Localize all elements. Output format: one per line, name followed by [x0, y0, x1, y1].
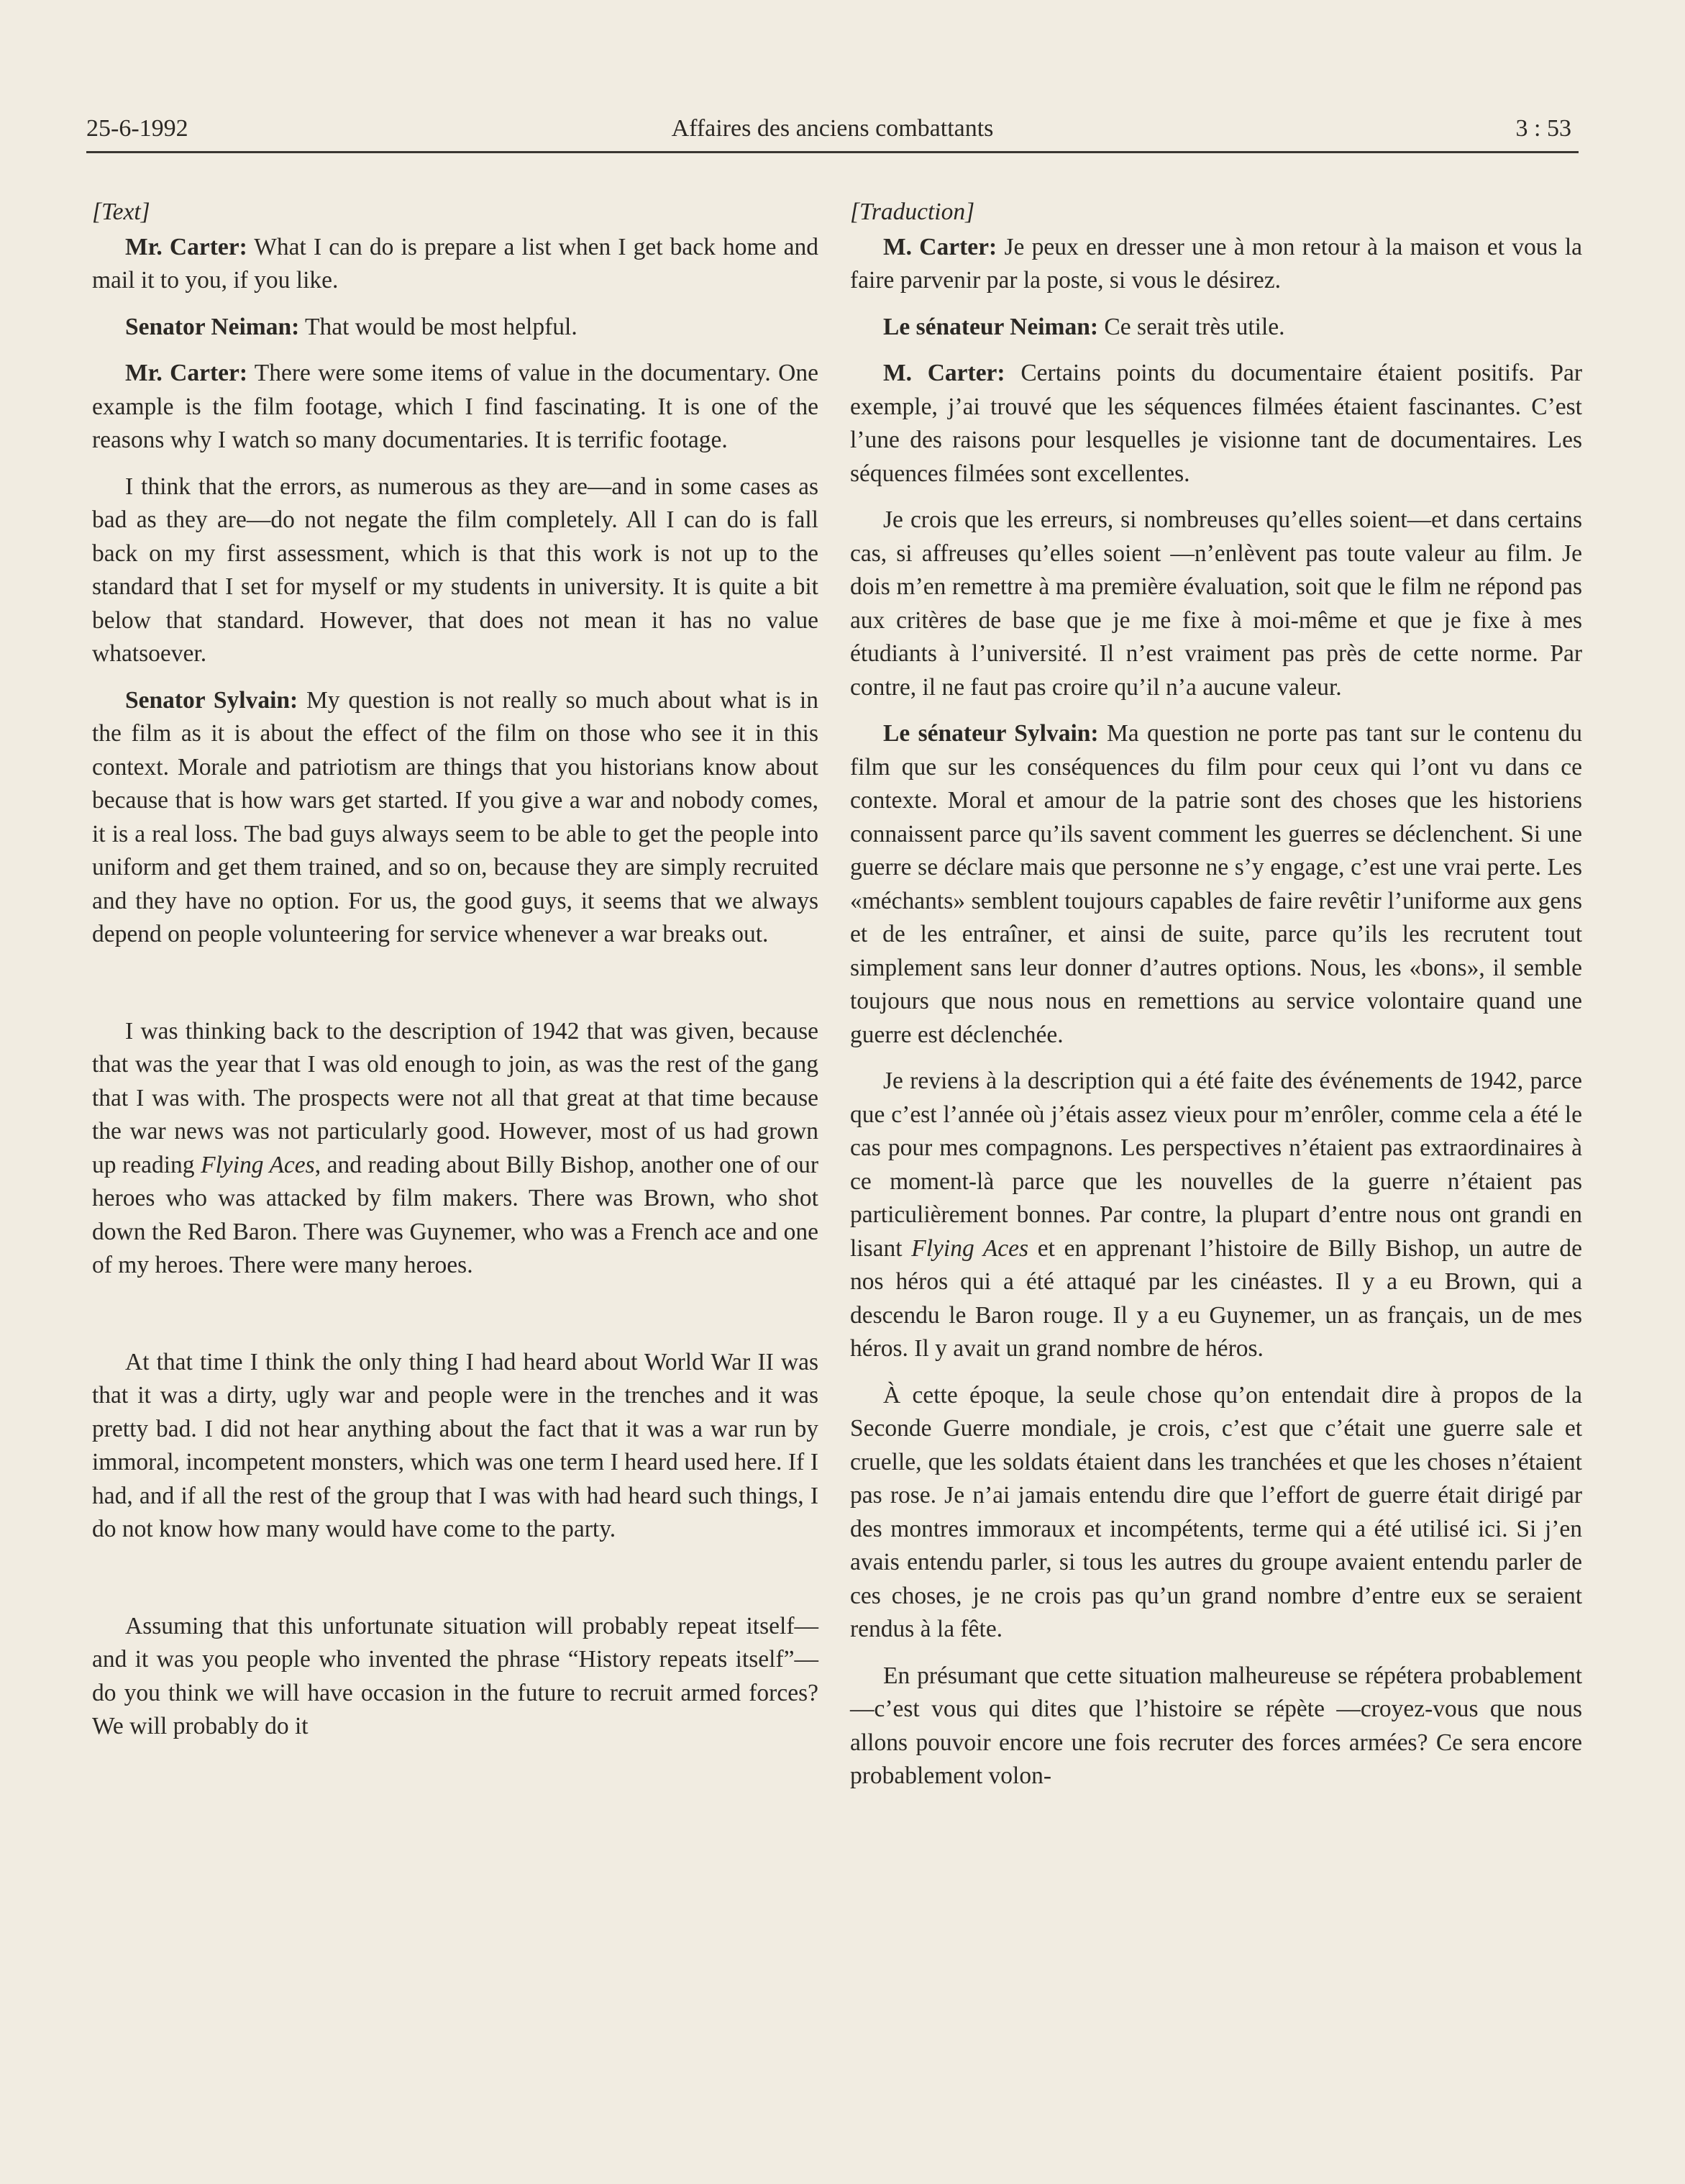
paragraph: Je reviens à la description qui a été faite des événements de 1942, parce que c’est l’année où j’étais assez vieux pour m’enrôler, comme cela a été le cas pour mes compagnons. Les perspectives n’étaient pas extraordinaires à ce moment-là parce que les nouvelles de la guerre n’étaient pas particulièrement bonnes. Par contre, la plupart d’entre nous ont grandi en lisant Flying Aces et en apprenant l’histoire de Billy Bishop, un autre de nos héros qui a été attaqué par les cinéastes. Il y a eu Brown, qui a descendu le Baron rouge. Il y a eu Guynemer, un as français, un de mes héros. Il y avait un grand nombre de héros. [850, 1068, 1582, 1362]
paragraph: En présumant que cette situation malheureuse se répétera probablement—c’est vous qui dites que l’histoire se répète —croyez-vous que nous allons pouvoir encore une fois recruter des forces armées? Ce sera encore probablement volon- [850, 1662, 1582, 1789]
paragraph: M. Carter: Certains points du documentaire étaient positifs. Par exemple, j’ai trouvé que les séquences filmées étaient fascinantes. C’est l’une des raisons pour lesquelles je visionne tant de documentaires. Les séquences filmées sont excellentes. [850, 360, 1582, 487]
header-date: 25-6-1992 [86, 115, 188, 142]
header-title: Affaires des anciens combattants [671, 115, 994, 142]
french-column [850, 196, 1582, 1806]
speaker-name: Senator Neiman: [125, 313, 300, 340]
speaker-name: Senator Sylvain: [125, 686, 298, 714]
page-header [86, 115, 1579, 153]
speaker-name: M. Carter: [883, 360, 1005, 386]
speaker-name: M. Carter: [883, 233, 997, 260]
speaker-name: Mr. Carter: [125, 360, 248, 386]
english-column [92, 196, 818, 1757]
speaker-name: Le sénateur Neiman: [883, 313, 1098, 340]
title-italic: Flying Aces [201, 1151, 315, 1178]
column-label-text: Traduction [859, 199, 966, 225]
paragraph: Mr. Carter: What I can do is prepare a list when I get back home and mail it to you, if you like. [92, 233, 818, 294]
header-page-number: 3 : 53 [1515, 115, 1571, 142]
paragraph: Le sénateur Neiman: Ce serait très utile. [883, 313, 1285, 340]
paragraph: At that time I think the only thing I had heard about World War II was that it was a dirty, ugly war and people were in the trenches and it was pretty bad. I did not hear anything about the fact that it was a war run by immoral, incompetent monsters, which was one term I heard used here. If I had, and if all the rest of the group that I was with had heard such things, I do not know how many would have come to the party. [92, 1348, 818, 1542]
paragraph: M. Carter: Je peux en dresser une à mon retour à la maison et vous la faire parvenir par la poste, si vous le désirez. [850, 233, 1582, 294]
paragraph: I think that the errors, as numerous as they are—and in some cases as bad as they are—do not negate the film completely. All I can do is fall back on my first assessment, which is that this work is not up to the standard that I set for myself or my students in university. It is quite a bit below that standard. However, that does not mean it has no value whatsoever. [92, 473, 818, 667]
paragraph: Mr. Carter: There were some items of value in the documentary. One example is the film footage, which I find fascinating. It is one of the reasons why I watch so many documentaries. It is terrific footage. [92, 360, 818, 453]
paragraph: À cette époque, la seule chose qu’on entendait dire à propos de la Seconde Guerre mondiale, je crois, c’est que c’était une guerre sale et cruelle, que les soldats étaient dans les tranchées et que les choses n’étaient pas rose. Je n’ai jamais entendu dire que l’effort de guerre était dirigé par des montres immoraux et incompétents, terme qui a été utilisé ici. Si j’en avais entendu parler, si tous les autres du groupe avaient entendu parler de ces choses, je ne crois pas qu’un grand nombre d’entre eux se seraient rendus à la fête. [850, 1381, 1582, 1642]
paragraph: Je crois que les erreurs, si nombreuses qu’elles soient—et dans certains cas, si affreuses qu’elles soient —n’enlèvent pas toute valeur au film. Je dois m’en remettre à ma première évaluation, soit que le film ne répond pas aux critères de base que je me fixe à moi-même et que je fixe à mes étudiants à l’université. Il n’est vraiment pas près de cette norme. Par contre, il ne faut pas croire qu’il n’a aucune valeur. [850, 506, 1582, 701]
column-label-text: Text [101, 199, 141, 225]
paragraph: Le sénateur Sylvain: Ma question ne porte pas tant sur le contenu du film que sur les conséquences du film pour ceux qui l’ont vu dans ce contexte. Moral et amour de la patrie sont des choses que les historiens connaissent parce qu’ils savent comment les guerres se déclenchent. Si une guerre se déclare mais que personne ne s’y engage, c’est une vrai perte. Les «méchants» semblent toujours capables de faire revêtir l’uniforme aux gens et de les entraîner, et ainsi de suite, parce qu’ils les recrutent tout simplement sans leur donner d’autres options. Nous, les «bons», il semble toujours que nous nous en remettions au service volontaire quand une guerre est déclenchée. [850, 720, 1583, 1048]
speaker-name: Mr. Carter: [125, 233, 247, 260]
column-label: [Traduction] [850, 199, 975, 225]
column-label: [Text] [92, 199, 150, 225]
speaker-name: Le sénateur Sylvain: [883, 720, 1099, 747]
paragraph: Assuming that this unfortunate situation will probably repeat itself—and it was you people who invented the phrase “History repeats itself”—do you think we will have occasion in the future to recruit armed forces? We will probably do it [92, 1612, 818, 1739]
paragraph: Senator Sylvain: My question is not really so much about what is in the film as it is about the effect of the film on those who see it in this context. Morale and patriotism are things that you historians know about because that is how wars get started. If you give a war and nobody comes, it is a real loss. The bad guys always seem to be able to get the people into uniform and get them trained, and so on, because they are simply recruited and they have no option. For us, the good guys, it seems that we always depend on people volunteering for service whenever a war breaks out. [92, 686, 818, 947]
title-italic: Flying Aces [911, 1234, 1029, 1262]
paragraph: Senator Neiman: That would be most helpful. [125, 313, 577, 340]
paragraph: I was thinking back to the description of 1942 that was given, because that was the year that I was old enough to join, as was the rest of the gang that I was with. The prospects were not all that great at that time because the war news was not particularly good. However, most of us had grown up reading Flying Aces, and reading about Billy Bishop, another one of our heroes who was attacked by film makers. There was Brown, who shot down the Red Baron. There was Guynemer, who was a French ace and one of my heroes. There were many heroes. [92, 1017, 818, 1278]
